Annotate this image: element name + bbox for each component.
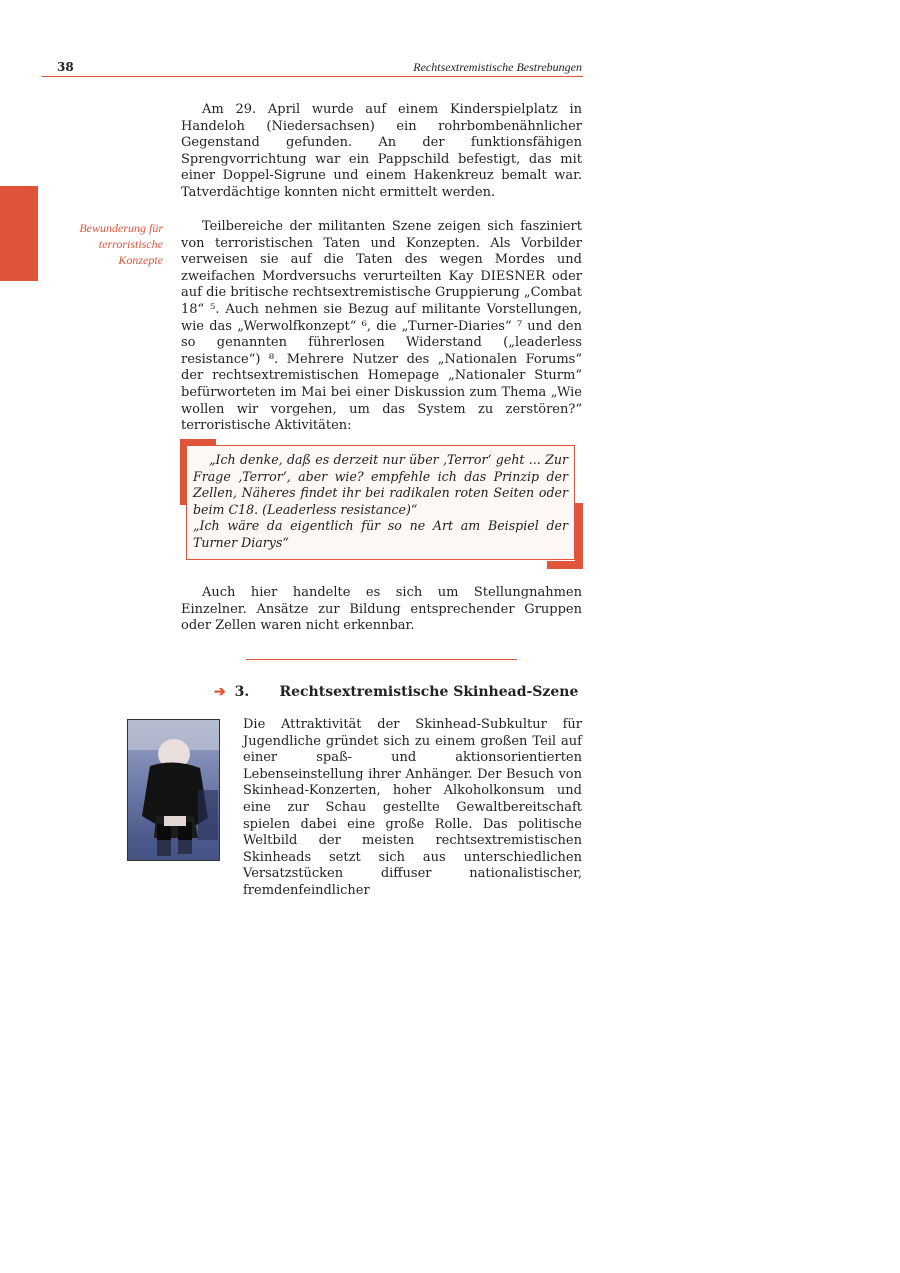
margin-note-line: terroristische [98, 237, 163, 251]
header-rule [42, 76, 583, 77]
skinhead-photo-image [128, 720, 220, 861]
quote-text: „Ich denke, daß es derzeit nur über ‚Terror‘ geht ... Zur Frage ‚Terror‘, aber wie? empfehle ich das Prinzip der Zellen, Näheres findet ihr bei radikalen roten Seiten oder beim C18. (Leaderless resistance)“ [193, 452, 568, 517]
frame-corner-bottom-right [575, 503, 583, 569]
running-title: Rechtsextremistische Bestrebungen [413, 60, 582, 74]
section-divider [246, 659, 517, 660]
section-heading [214, 684, 578, 700]
paragraph-text: Auch hier handelte es sich um Stellungnahmen Einzelner. Ansätze zur Bildung entsprechender Gruppen oder Zellen waren nicht erkennbar. [181, 585, 582, 634]
side-marker-bar [0, 186, 38, 281]
margin-note-line: Bewunderung für [79, 221, 163, 235]
paragraph-4 [243, 717, 582, 900]
quote-text: „Ich wäre da eigentlich für so ne Art am Beispiel der Turner Diarys“ [193, 518, 568, 550]
section-number: 3. [234, 684, 250, 700]
section-title: Rechtsextremistische Skinhead-Szene [279, 684, 579, 700]
page-number: 38 [57, 60, 74, 74]
margin-note-line: Konzepte [118, 253, 163, 267]
quote-box [186, 445, 575, 560]
margin-note [60, 220, 163, 268]
paragraph-text: Die Attraktivität der Skinhead-Subkultur für Jugendliche gründet sich zu einem großen Teil auf einer spaß- und aktionsorientierten Lebenseinstellung ihrer Anhänger. Der Besuch von Skinhead-Konzerten, hoher Alkoholkonsum und eine zur Schau gestellte Gewaltbereitschaft spielen dabei eine große Rolle. Das politische Weltbild der meisten rechtsextremistischen Skinheads setzt sich aus unterschiedlichen Versatzstücken diffuser nationalistischer, fremdenfeindlicher [243, 717, 582, 898]
paragraph-text: Teilbereiche der militanten Szene zeigen sich fasziniert von terroristischen Taten und Konzepten. Als Vorbilder verweisen sie auf die Taten des wegen Mordes und zweifachen Mordversuchs verurteilten Kay DIESNER oder auf die britische rechtsextremistische Gruppierung „Combat 18“ ⁵. Auch nehmen sie Bezug auf militante Vorstellungen, wie das „Werwolfkonzept“ ⁶, die „Turner-Diaries“ ⁷ und den so genannten führerlosen Widerstand („leaderless resistance“) ⁸. Mehrere Nutzer des „Nationalen Forums“ der rechtsextremistischen Homepage „Nationaler Sturm“ befürworteten im Mai bei einer Diskussion zum Thema „Wie wollen wir vorgehen, um das System zu zerstören?“ terroristische Aktivitäten: [181, 219, 582, 434]
paragraph-3 [181, 585, 582, 635]
arrow-icon: ➔ [214, 684, 226, 700]
paragraph-1 [181, 102, 582, 202]
skinhead-photo [127, 719, 220, 861]
quote-frame [180, 439, 583, 569]
paragraph-2 [181, 219, 582, 435]
paragraph-text: Am 29. April wurde auf einem Kinderspielplatz in Handeloh (Niedersachsen) ein rohrbombenähnlicher Gegenstand gefunden. An der funktionsfähigen Sprengvorrichtung war ein Pappschild befestigt, das mit einer Doppel-Sigrune und einem Hakenkreuz bemalt war. Tatverdächtige konnten nicht ermittelt werden. [181, 102, 582, 200]
